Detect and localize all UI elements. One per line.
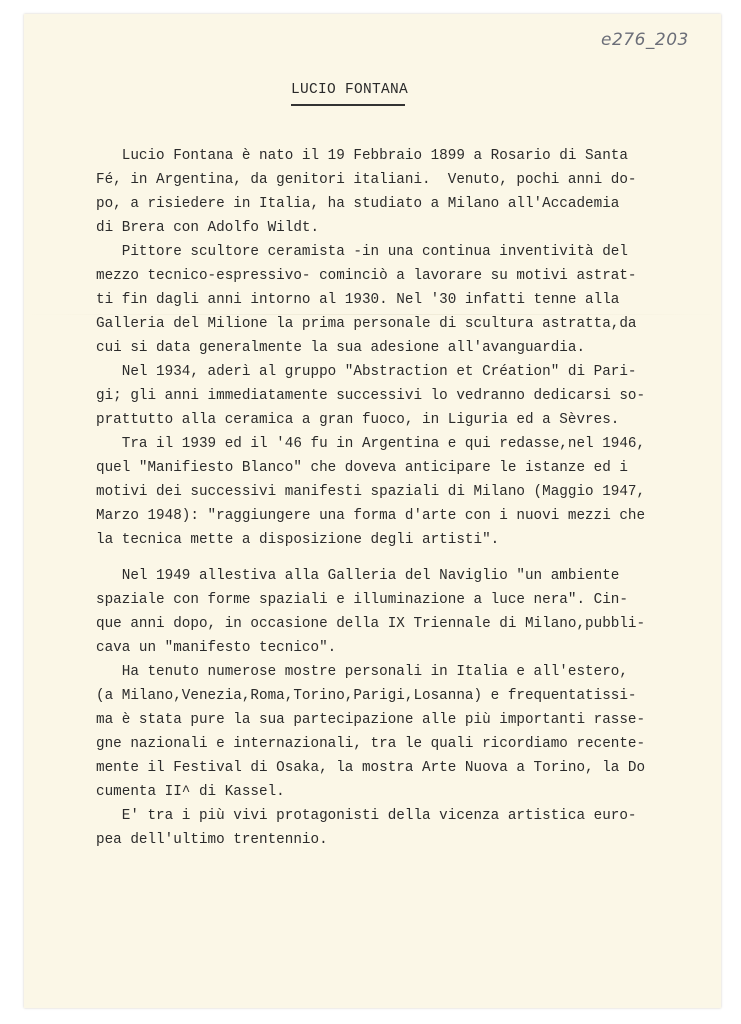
text-line: cumenta II^ di Kassel.: [96, 784, 285, 800]
paragraph-gap: [96, 552, 656, 564]
text-line: Fé, in Argentina, da genitori italiani. Venuto, pochi anni do-: [96, 172, 637, 188]
handwritten-annotation: e276_203: [601, 30, 689, 50]
document-title: LUCIO FONTANA: [291, 82, 409, 98]
text-line: ti fin dagli anni intorno al 1930. Nel '30 infatti tenne alla: [96, 292, 620, 308]
text-line: di Brera con Adolfo Wildt.: [96, 220, 320, 236]
text-line: Ha tenuto numerose mostre personali in Italia e all'estero,: [96, 664, 628, 680]
text-line: gne nazionali e internazionali, tra le quali ricordiamo recente-: [96, 736, 646, 752]
text-line: Pittore scultore ceramista -in una continua inventività del: [96, 244, 628, 260]
text-line: Galleria del Milione la prima personale di scultura astratta,da: [96, 316, 637, 332]
text-line: mente il Festival di Osaka, la mostra Arte Nuova a Torino, la Do: [96, 760, 646, 776]
text-line: quel "Manifiesto Blanco" che doveva anticipare le istanze ed i: [96, 460, 628, 476]
text-line: cava un "manifesto tecnico".: [96, 640, 337, 656]
text-line: prattutto alla ceramica a gran fuoco, in Liguria ed a Sèvres.: [96, 412, 620, 428]
text-line: mezzo tecnico-espressivo- cominciò a lavorare su motivi astrat-: [96, 268, 637, 284]
text-line: E' tra i più vivi protagonisti della vicenza artistica euro-: [96, 808, 637, 824]
title-underline: [291, 104, 405, 106]
text-line: ma è stata pure la sua partecipazione alle più importanti rasse-: [96, 712, 646, 728]
text-line: Nel 1949 allestiva alla Galleria del Naviglio "un ambiente: [96, 568, 620, 584]
text-line: gi; gli anni immediatamente successivi lo vedranno dedicarsi so-: [96, 388, 646, 404]
text-line: la tecnica mette a disposizione degli artisti".: [96, 532, 500, 548]
text-line: motivi dei successivi manifesti spaziali di Milano (Maggio 1947,: [96, 484, 646, 500]
text-line: Lucio Fontana è nato il 19 Febbraio 1899 a Rosario di Santa: [96, 148, 628, 164]
body-text: [96, 144, 656, 852]
text-line: que anni dopo, in occasione della IX Triennale di Milano,pubbli-: [96, 616, 646, 632]
text-line: (a Milano,Venezia,Roma,Torino,Parigi,Losanna) e frequentatissi-: [96, 688, 637, 704]
text-line: Tra il 1939 ed il '46 fu in Argentina e qui redasse,nel 1946,: [96, 436, 646, 452]
text-line: spaziale con forme spaziali e illuminazione a luce nera". Cin-: [96, 592, 628, 608]
text-line: cui si data generalmente la sua adesione all'avanguardia.: [96, 340, 586, 356]
text-line: Marzo 1948): "raggiungere una forma d'arte con i nuovi mezzi che: [96, 508, 646, 524]
text-line: pea dell'ultimo trentennio.: [96, 832, 328, 848]
text-line: po, a risiedere in Italia, ha studiato a Milano all'Accademia: [96, 196, 620, 212]
text-line: Nel 1934, aderì al gruppo "Abstraction et Création" di Pari-: [96, 364, 637, 380]
